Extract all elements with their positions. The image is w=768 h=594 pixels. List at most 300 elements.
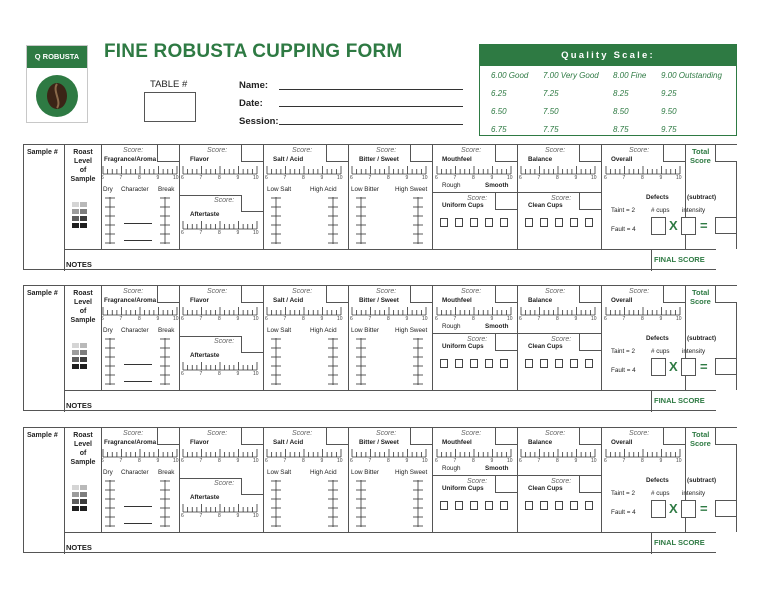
name-field[interactable]: [279, 89, 463, 90]
scale-tick-label: 10: [507, 316, 513, 322]
score-box[interactable]: [157, 428, 179, 445]
score-scale[interactable]: [182, 165, 258, 179]
clean-cup-checkbox[interactable]: [525, 359, 533, 368]
score-box[interactable]: [410, 428, 432, 445]
scale-tick-label: 9: [236, 230, 240, 236]
scale-tick-label: 9: [405, 458, 409, 464]
scale-tick-label: 6: [435, 175, 438, 181]
quality-scale-value: 6.00 Good: [491, 71, 529, 80]
scale-tick-label: 10: [173, 316, 179, 322]
scale-tick-label: 8: [556, 175, 559, 181]
scale-tick-label: 8: [472, 316, 475, 322]
uniform-cup-checkbox[interactable]: [440, 359, 448, 368]
intensity-scale[interactable]: [105, 480, 115, 527]
scale-tick-label: 10: [173, 458, 179, 464]
uniform-cup-checkbox[interactable]: [455, 501, 463, 510]
scale-tick-label: 7: [199, 316, 203, 322]
defect-total-box[interactable]: [715, 217, 737, 234]
score-box[interactable]: [495, 428, 517, 445]
roast-swatch[interactable]: [72, 343, 79, 348]
clean-cup-checkbox[interactable]: [555, 359, 563, 368]
balance-label: Balance: [528, 439, 553, 446]
uniform-cups-label: Uniform Cups: [442, 343, 484, 350]
score-label: Score:: [545, 147, 566, 154]
balance-label: Balance: [528, 156, 553, 163]
cupping-row-2: [23, 285, 737, 411]
scale-tick-labels: [351, 175, 427, 181]
low-salt-label: Low Salt: [267, 469, 292, 476]
scale-tick-labels: [605, 316, 681, 322]
cups-label: # cups: [651, 207, 670, 214]
intensity-scale[interactable]: [356, 338, 366, 385]
intensity-scale[interactable]: [271, 480, 281, 527]
score-box[interactable]: [157, 145, 179, 162]
column-divider: [263, 145, 264, 249]
scale-tick-labels: [351, 458, 427, 464]
taint-label: Taint = 2: [611, 207, 635, 214]
uniform-cup-checkbox[interactable]: [500, 359, 508, 368]
score-box[interactable]: [495, 145, 517, 162]
scale-tick-label: 6: [604, 175, 607, 181]
score-scale[interactable]: [266, 306, 342, 320]
score-label: Score:: [461, 430, 482, 437]
score-label: Score:: [629, 288, 650, 295]
aftertaste-score-box[interactable]: [241, 336, 263, 353]
roast-swatch[interactable]: [72, 492, 79, 497]
roast-swatch[interactable]: [80, 364, 87, 369]
uniform-cup-checkbox[interactable]: [485, 218, 493, 227]
quality-scale-value: 9.25: [661, 89, 677, 98]
quality-scale-value: 8.75: [613, 125, 629, 134]
clean-score-box[interactable]: [579, 334, 601, 351]
column-divider: [263, 286, 264, 390]
session-label: Session:: [239, 116, 279, 127]
scale-tick-label: 10: [676, 458, 682, 464]
roast-swatch[interactable]: [72, 499, 79, 504]
final-score-label: FINAL SCORE: [654, 396, 705, 405]
sample-label: Sample #: [27, 432, 58, 439]
roast-swatch[interactable]: [80, 202, 87, 207]
scale-tick-label: 7: [622, 458, 626, 464]
roast-swatch[interactable]: [80, 343, 87, 348]
roast-swatch[interactable]: [72, 485, 79, 490]
score-scale[interactable]: [520, 448, 596, 462]
score-label: Score:: [545, 288, 566, 295]
intensity-scale[interactable]: [356, 480, 366, 527]
mouthfeel-label: Mouthfeel: [442, 439, 472, 446]
clean-cup-checkbox[interactable]: [540, 218, 548, 227]
column-divider: [263, 428, 264, 532]
column-divider: [601, 145, 602, 249]
score-scale[interactable]: [102, 448, 178, 462]
date-label: Date:: [239, 98, 263, 109]
intensity-scale[interactable]: [160, 197, 170, 244]
column-divider: [348, 286, 349, 390]
table-number-field[interactable]: [144, 92, 196, 122]
scale-tick-label: 6: [181, 230, 184, 236]
final-score-label: FINAL SCORE: [654, 538, 705, 547]
scale-tick-label: 6: [519, 458, 522, 464]
flavor-label: Flavor: [190, 156, 209, 163]
defect-cups-box[interactable]: [651, 358, 666, 376]
uniform-cup-checkbox[interactable]: [440, 218, 448, 227]
final-score-box[interactable]: [716, 390, 738, 412]
cups-label: # cups: [651, 490, 670, 497]
uniform-score-box[interactable]: [495, 334, 517, 351]
defect-intensity-box[interactable]: [681, 217, 696, 235]
intensity-scale[interactable]: [160, 480, 170, 527]
clean-score-box[interactable]: [579, 476, 601, 493]
column-divider: [348, 145, 349, 249]
scale-tick-labels: [266, 458, 342, 464]
total-score-box[interactable]: [715, 428, 737, 445]
character-label: Character: [121, 327, 149, 334]
coffee-bean-icon: [36, 75, 78, 117]
scale-tick-label: 7: [453, 175, 457, 181]
aftertaste-score-box[interactable]: [241, 478, 263, 495]
character-label: Character: [121, 186, 149, 193]
roast-swatch[interactable]: [80, 492, 87, 497]
character-line[interactable]: [124, 523, 152, 524]
scale-tick-label: 6: [519, 175, 522, 181]
score-label: Score:: [123, 147, 144, 154]
uniform-cups-label: Uniform Cups: [442, 202, 484, 209]
score-scale[interactable]: [351, 306, 427, 320]
uniform-cup-checkbox[interactable]: [485, 501, 493, 510]
uniform-cup-checkbox[interactable]: [485, 359, 493, 368]
intensity-scale[interactable]: [328, 480, 338, 527]
roast-swatch[interactable]: [72, 209, 79, 214]
total-score-box[interactable]: [715, 145, 737, 162]
defect-total-box[interactable]: [715, 358, 737, 375]
roast-swatch[interactable]: [80, 357, 87, 362]
defects-label: Defects: [646, 477, 669, 484]
scale-tick-label: 6: [435, 316, 438, 322]
score-scale[interactable]: [605, 306, 681, 320]
scale-tick-label: 9: [236, 513, 240, 519]
score-scale[interactable]: [520, 165, 596, 179]
scale-tick-label: 7: [368, 175, 372, 181]
scale-tick-labels: [182, 175, 258, 181]
clean-cup-checkbox[interactable]: [585, 501, 593, 510]
clean-cup-checkbox[interactable]: [525, 501, 533, 510]
multiply-sign: X: [669, 359, 678, 374]
score-box[interactable]: [326, 428, 348, 445]
score-box[interactable]: [663, 145, 685, 162]
date-field[interactable]: [279, 106, 463, 107]
scale-tick-label: 6: [101, 175, 104, 181]
roast-swatch[interactable]: [80, 485, 87, 490]
intensity-scale[interactable]: [105, 197, 115, 244]
clean-cup-checkbox[interactable]: [540, 359, 548, 368]
scale-tick-label: 6: [265, 316, 268, 322]
scale-tick-label: 10: [337, 175, 343, 181]
scale-tick-label: 9: [156, 458, 160, 464]
score-box[interactable]: [157, 286, 179, 303]
roast-level-label: Sample: [70, 459, 96, 466]
clean-cup-checkbox[interactable]: [525, 218, 533, 227]
column-divider: [101, 428, 102, 532]
defect-cups-box[interactable]: [651, 217, 666, 235]
clean-cup-checkbox[interactable]: [540, 501, 548, 510]
final-score-box[interactable]: [716, 532, 738, 554]
roast-swatch[interactable]: [72, 216, 79, 221]
score-scale[interactable]: [266, 448, 342, 462]
notes-label: NOTES: [66, 543, 92, 552]
scale-tick-label: 7: [119, 316, 123, 322]
score-label: Score:: [461, 147, 482, 154]
high-acid-label: High Acid: [310, 186, 337, 193]
intensity-label: intensity: [682, 490, 706, 497]
roast-swatch[interactable]: [80, 506, 87, 511]
score-scale[interactable]: [605, 448, 681, 462]
roast-swatch[interactable]: [80, 499, 87, 504]
table-number-label: TABLE #: [150, 79, 188, 90]
roast-swatch[interactable]: [80, 223, 87, 228]
scale-tick-label: 7: [199, 371, 203, 377]
score-scale[interactable]: [182, 306, 258, 320]
final-score-box[interactable]: [716, 249, 738, 271]
total-score-label: Total: [692, 430, 710, 439]
subtract-label: (subtract): [687, 477, 717, 484]
clean-score-box[interactable]: [579, 193, 601, 210]
intensity-scale[interactable]: [413, 338, 423, 385]
score-box[interactable]: [326, 145, 348, 162]
score-scale[interactable]: [182, 361, 258, 375]
scale-tick-label: 10: [507, 175, 513, 181]
defect-intensity-box[interactable]: [681, 500, 696, 518]
defect-total-box[interactable]: [715, 500, 737, 517]
scale-tick-label: 7: [537, 316, 541, 322]
score-scale[interactable]: [266, 165, 342, 179]
score-scale[interactable]: [351, 448, 427, 462]
score-label: Score:: [292, 430, 313, 437]
fragrance-label: Fragrance/Aroma: [104, 156, 157, 163]
clean-cup-checkbox[interactable]: [585, 359, 593, 368]
scale-tick-label: 7: [199, 458, 203, 464]
intensity-scale[interactable]: [105, 338, 115, 385]
roast-swatch[interactable]: [72, 223, 79, 228]
sample-label: Sample #: [27, 290, 58, 297]
break-label: Break: [158, 186, 175, 193]
character-line[interactable]: [124, 506, 152, 507]
low-salt-label: Low Salt: [267, 327, 292, 334]
rough-label: Rough: [442, 465, 461, 472]
score-label: Score:: [551, 478, 572, 485]
column-divider: [601, 286, 602, 390]
roast-swatch[interactable]: [80, 209, 87, 214]
score-label: Score:: [467, 195, 488, 202]
roast-level-label: Level: [74, 158, 92, 165]
final-divider: [651, 390, 652, 412]
name-label: Name:: [239, 80, 269, 91]
scale-tick-label: 7: [368, 458, 372, 464]
score-scale[interactable]: [436, 448, 512, 462]
scale-tick-labels: [436, 316, 512, 322]
clean-cup-checkbox[interactable]: [570, 501, 578, 510]
roast-swatch[interactable]: [72, 506, 79, 511]
scale-tick-labels: [520, 316, 596, 322]
salt-acid-label: Salt / Acid: [273, 439, 304, 446]
uniform-cup-checkbox[interactable]: [500, 218, 508, 227]
score-scale[interactable]: [182, 220, 258, 234]
roast-swatch[interactable]: [80, 350, 87, 355]
scale-tick-labels: [182, 316, 258, 322]
scale-tick-label: 9: [236, 458, 240, 464]
scale-tick-label: 6: [181, 371, 184, 377]
cupping-row-3: [23, 427, 737, 553]
column-divider: [64, 286, 65, 412]
score-label: Score:: [214, 197, 235, 204]
fault-label: Fault = 4: [611, 226, 636, 233]
intensity-label: intensity: [682, 348, 706, 355]
smooth-label: Smooth: [485, 465, 509, 472]
roast-level-label: Level: [74, 299, 92, 306]
score-scale[interactable]: [436, 306, 512, 320]
clean-cup-checkbox[interactable]: [585, 218, 593, 227]
uniform-score-box[interactable]: [495, 476, 517, 493]
column-divider: [101, 286, 102, 390]
scale-tick-label: 10: [253, 230, 259, 236]
uniform-cup-checkbox[interactable]: [470, 501, 478, 510]
intensity-scale[interactable]: [413, 197, 423, 244]
intensity-scale[interactable]: [356, 197, 366, 244]
roast-swatch[interactable]: [80, 216, 87, 221]
score-box[interactable]: [241, 145, 263, 162]
score-label: Score:: [545, 430, 566, 437]
roast-level-label: Sample: [70, 317, 96, 324]
high-sweet-label: High Sweet: [395, 327, 428, 334]
scale-tick-label: 8: [387, 316, 390, 322]
score-box[interactable]: [410, 286, 432, 303]
roast-swatch[interactable]: [72, 357, 79, 362]
score-scale[interactable]: [182, 448, 258, 462]
scale-tick-label: 10: [253, 371, 259, 377]
score-box[interactable]: [326, 286, 348, 303]
scale-tick-label: 8: [641, 458, 644, 464]
score-scale[interactable]: [605, 165, 681, 179]
score-label: Score:: [629, 147, 650, 154]
break-label: Break: [158, 469, 175, 476]
defect-cups-box[interactable]: [651, 500, 666, 518]
score-box[interactable]: [663, 428, 685, 445]
score-label: Score:: [551, 195, 572, 202]
salt-acid-label: Salt / Acid: [273, 156, 304, 163]
scale-tick-label: 6: [604, 316, 607, 322]
scale-tick-label: 9: [156, 316, 160, 322]
score-scale[interactable]: [182, 503, 258, 517]
uniform-cup-checkbox[interactable]: [470, 218, 478, 227]
scale-tick-label: 10: [507, 458, 513, 464]
intensity-scale[interactable]: [160, 338, 170, 385]
uniform-cup-checkbox[interactable]: [470, 359, 478, 368]
roast-level-label: Roast: [73, 432, 93, 439]
dry-label: Dry: [103, 186, 113, 193]
multiply-sign: X: [669, 501, 678, 516]
scale-tick-label: 10: [337, 458, 343, 464]
roast-swatch[interactable]: [72, 350, 79, 355]
score-box[interactable]: [579, 286, 601, 303]
uniform-cup-checkbox[interactable]: [500, 501, 508, 510]
scale-tick-labels: [520, 458, 596, 464]
character-line[interactable]: [124, 223, 152, 224]
scale-tick-label: 8: [387, 175, 390, 181]
intensity-scale[interactable]: [413, 480, 423, 527]
uniform-cup-checkbox[interactable]: [455, 218, 463, 227]
session-field[interactable]: [279, 124, 463, 125]
character-line[interactable]: [124, 240, 152, 241]
roast-swatch[interactable]: [72, 202, 79, 207]
scale-tick-label: 9: [574, 316, 578, 322]
scale-tick-label: 10: [676, 175, 682, 181]
aftertaste-score-box[interactable]: [241, 195, 263, 212]
quality-scale-value: 7.25: [543, 89, 559, 98]
scale-tick-label: 6: [519, 316, 522, 322]
scale-tick-label: 9: [405, 175, 409, 181]
defect-intensity-box[interactable]: [681, 358, 696, 376]
uniform-score-box[interactable]: [495, 193, 517, 210]
character-line[interactable]: [124, 381, 152, 382]
score-box[interactable]: [495, 286, 517, 303]
score-box[interactable]: [663, 286, 685, 303]
total-score-label: Total: [692, 288, 710, 297]
scale-tick-label: 7: [283, 175, 287, 181]
intensity-scale[interactable]: [271, 338, 281, 385]
scale-tick-label: 10: [591, 458, 597, 464]
roast-level-label: Sample: [70, 176, 96, 183]
clean-cup-checkbox[interactable]: [555, 501, 563, 510]
score-scale[interactable]: [102, 165, 178, 179]
score-scale[interactable]: [351, 165, 427, 179]
score-box[interactable]: [410, 145, 432, 162]
scale-tick-label: 6: [101, 458, 104, 464]
equals-sign: =: [700, 501, 708, 516]
low-bitter-label: Low Bitter: [351, 327, 379, 334]
scale-tick-label: 7: [622, 175, 626, 181]
total-score-box[interactable]: [715, 286, 737, 303]
character-line[interactable]: [124, 364, 152, 365]
clean-cup-checkbox[interactable]: [570, 359, 578, 368]
score-scale[interactable]: [520, 306, 596, 320]
scale-tick-label: 7: [368, 316, 372, 322]
clean-cup-checkbox[interactable]: [570, 218, 578, 227]
score-label: Score:: [207, 288, 228, 295]
scale-tick-label: 6: [101, 316, 104, 322]
intensity-scale[interactable]: [328, 197, 338, 244]
intensity-scale[interactable]: [271, 197, 281, 244]
score-scale[interactable]: [436, 165, 512, 179]
roast-swatch[interactable]: [72, 364, 79, 369]
sample-label: Sample #: [27, 149, 58, 156]
score-box[interactable]: [579, 428, 601, 445]
scale-tick-label: 9: [320, 175, 324, 181]
uniform-cup-checkbox[interactable]: [440, 501, 448, 510]
score-box[interactable]: [241, 428, 263, 445]
score-box[interactable]: [579, 145, 601, 162]
clean-cup-checkbox[interactable]: [555, 218, 563, 227]
scale-tick-label: 8: [472, 175, 475, 181]
score-box[interactable]: [241, 286, 263, 303]
column-divider: [179, 145, 180, 249]
scale-tick-label: 7: [537, 175, 541, 181]
column-divider: [601, 428, 602, 532]
score-scale[interactable]: [102, 306, 178, 320]
uniform-cup-checkbox[interactable]: [455, 359, 463, 368]
scale-tick-labels: [182, 371, 258, 377]
fragrance-label: Fragrance/Aroma: [104, 439, 157, 446]
scale-tick-label: 7: [199, 175, 203, 181]
intensity-scale[interactable]: [328, 338, 338, 385]
